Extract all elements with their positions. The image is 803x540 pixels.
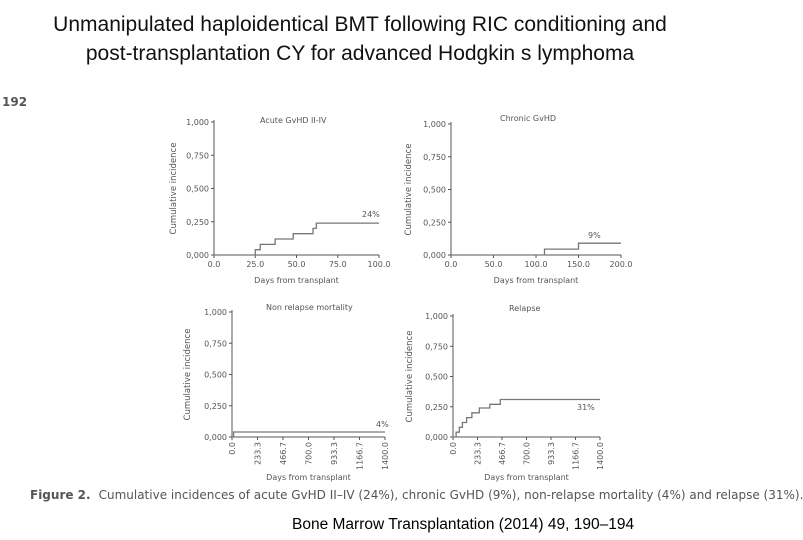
x-tick-label: 233.3	[473, 442, 483, 465]
x-tick-label: 0.0	[207, 260, 221, 269]
y-tick-label: 1,000	[423, 120, 446, 129]
x-tick-label: 25.0	[246, 260, 265, 269]
cumulative-incidence-curve	[451, 243, 621, 255]
curve-annotation: 31%	[577, 403, 595, 412]
x-tick-label: 1166.7	[571, 442, 581, 470]
cumulative-incidence-curve	[214, 223, 379, 255]
chart-title: Non relapse mortality	[266, 303, 353, 312]
y-axis-label: Cumulative incidence	[183, 328, 193, 421]
figure-caption-label: Figure 2.	[30, 488, 91, 502]
x-tick-label: 933.3	[547, 442, 556, 465]
y-tick-label: 0,500	[425, 372, 448, 382]
x-axis-label: Days from transplant	[484, 473, 569, 482]
y-tick-label: 0,750	[425, 342, 448, 352]
y-tick-label: 0,250	[204, 401, 227, 411]
x-tick-label: 466.7	[279, 442, 288, 465]
chart-3	[183, 303, 390, 482]
x-axis-label: Days from transplant	[493, 276, 579, 285]
x-tick-label: 466.7	[498, 442, 507, 465]
y-tick-label: 0,000	[425, 433, 448, 442]
y-tick-label: 0,750	[186, 151, 209, 161]
y-tick-label: 0,250	[423, 218, 446, 228]
chart-4	[405, 304, 605, 482]
y-axis-label: Cumulative incidence	[169, 142, 179, 235]
y-tick-label: 0,750	[204, 339, 227, 349]
x-tick-label: 75.0	[328, 260, 347, 269]
y-axis-label: Cumulative incidence	[405, 330, 415, 423]
chart-title: Acute GvHD II-IV	[260, 116, 327, 125]
x-tick-label: 150.0	[567, 260, 590, 269]
x-tick-label: 100.0	[367, 260, 391, 269]
y-tick-label: 0,000	[186, 251, 209, 260]
chart-title: Chronic GvHD	[500, 114, 557, 123]
x-tick-label: 0.0	[449, 442, 458, 455]
y-tick-label: 0,500	[423, 185, 446, 195]
y-tick-label: 0,500	[204, 370, 227, 380]
y-tick-label: 0,500	[186, 184, 209, 194]
chart-1	[169, 116, 390, 285]
x-tick-label: 1400.0	[381, 442, 390, 470]
x-tick-label: 700.0	[522, 442, 532, 465]
y-tick-label: 0,750	[423, 152, 446, 162]
y-tick-label: 0,250	[425, 402, 448, 412]
slide-title: Unmanipulated haploidentical BMT following RIC conditioning and post-transplantation CY for advanced Hodgkin s lymphoma	[53, 13, 667, 65]
figure-caption-text: Cumulative incidences of acute GvHD II–IV (24%), chronic GvHD (9%), non-relapse mortality (4%) and relapse (31%).	[98, 488, 803, 502]
x-tick-label: 1400.0	[596, 442, 605, 470]
x-axis-label: Days from transplant	[254, 276, 339, 285]
x-tick-label: 933.3	[330, 442, 339, 465]
curve-annotation: 4%	[376, 420, 389, 429]
y-tick-label: 1,000	[186, 118, 209, 127]
x-tick-label: 0.0	[228, 442, 237, 455]
x-tick-label: 50.0	[484, 260, 503, 269]
chart-2	[404, 114, 632, 285]
y-tick-label: 0,000	[423, 251, 446, 260]
x-axis-label: Days from transplant	[266, 473, 351, 482]
cumulative-incidence-curve	[232, 432, 385, 437]
x-tick-label: 700.0	[304, 442, 314, 465]
y-tick-label: 0,000	[204, 433, 227, 442]
page-number: 192	[2, 95, 28, 109]
x-tick-label: 233.3	[253, 442, 263, 465]
x-tick-label: 0.0	[444, 260, 458, 269]
x-tick-label: 200.0	[609, 260, 633, 269]
citation: Bone Marrow Transplantation (2014) 49, 190–194	[292, 516, 635, 533]
x-tick-label: 100.0	[524, 260, 548, 269]
y-tick-label: 1,000	[204, 308, 227, 317]
curve-annotation: 9%	[588, 231, 601, 240]
chart-title: Relapse	[509, 304, 541, 313]
y-axis-label: Cumulative incidence	[404, 143, 414, 236]
x-tick-label: 1166.7	[355, 442, 365, 470]
curve-annotation: 24%	[362, 210, 380, 219]
figure-caption	[30, 488, 803, 502]
x-tick-label: 50.0	[287, 260, 306, 269]
y-tick-label: 1,000	[425, 312, 448, 321]
y-tick-label: 0,250	[186, 217, 209, 227]
